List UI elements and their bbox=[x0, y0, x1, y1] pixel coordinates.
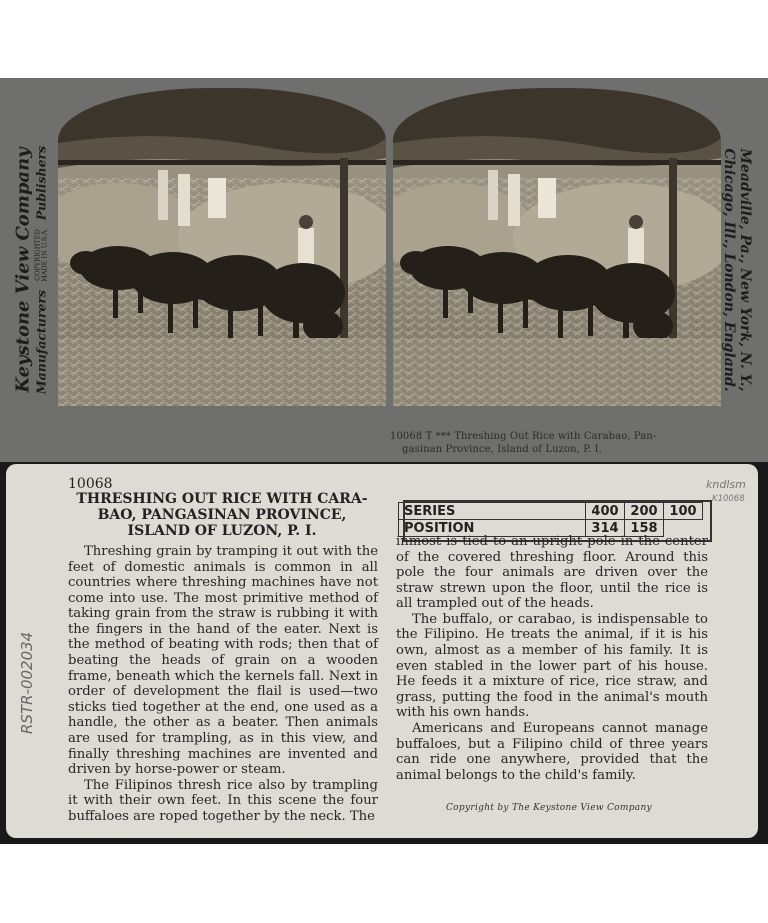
series-row bbox=[399, 503, 703, 520]
position-value: 314 bbox=[586, 520, 625, 537]
card-title-line1: THRESHING OUT RICE WITH CARA- bbox=[76, 491, 368, 507]
series-value: 200 bbox=[625, 503, 664, 520]
stereoview-back bbox=[0, 462, 768, 844]
front-caption-line1: 10068 T *** Threshing Out Rice with Carabao, Pan- bbox=[390, 431, 657, 442]
paragraph: inmost is tied to an upright pole in the center of the covered threshing floor. Around this pole the four animals are driven over the straw strewn upon the floor, until the rice is all trampled out of the heads. bbox=[396, 534, 708, 612]
office-cities-line1: Meadville, Pa., New York, N. Y., bbox=[737, 148, 754, 392]
publisher-imprint-left bbox=[0, 78, 62, 462]
paragraph: The Filipinos thresh rice also by trampling it with their own feet. In this scene the four buffaloes are roped together by the neck. The bbox=[68, 777, 378, 824]
threshing-scene-image bbox=[58, 88, 386, 406]
series-value: 400 bbox=[586, 503, 625, 520]
front-caption bbox=[390, 431, 730, 456]
description-column-left bbox=[68, 544, 378, 824]
handwritten-note: kndlsm bbox=[706, 478, 746, 491]
stereo-photo-left bbox=[58, 88, 386, 406]
copyrighted-label: COPYRIGHTED bbox=[33, 229, 42, 281]
position-value: 158 bbox=[625, 520, 664, 537]
publisher-imprint-right-text bbox=[721, 148, 753, 391]
card-title bbox=[68, 491, 376, 539]
company-name: Keystone View Company bbox=[12, 147, 34, 393]
publisher-imprint-left-text bbox=[13, 146, 48, 394]
series-label: SERIES bbox=[399, 503, 586, 520]
card-title-line3: ISLAND OF LUZON, P. I. bbox=[127, 523, 317, 540]
paragraph: Americans and Europeans cannot manage buffaloes, but a Filipino child of three years can ride one anywhere, provided that the animal belongs to the child's family. bbox=[396, 720, 708, 783]
office-cities-line2: Chicago, Ill., London, England. bbox=[721, 148, 737, 392]
publishers-label: Publishers bbox=[33, 145, 49, 221]
threshing-scene-image bbox=[393, 88, 721, 406]
position-label: POSITION bbox=[399, 520, 586, 537]
card-paper bbox=[6, 464, 758, 838]
handwritten-accession-number: RSTR-002034 bbox=[18, 631, 36, 734]
catalog-number: 10068 bbox=[68, 476, 113, 492]
paragraph: Threshing grain by tramping it out with the feet of domestic animals is common in all countries where threshing machines have not come into use. The most primitive method of taking grain from the straw is rubbing it with the fingers in the hand of the eater. Next is the method of beating with rods; then that of beating the heads of grain on a wooden frame, beneath which the kernels fall. Next in order of development the flail is used—two sticks tied together at the end, one used as a handle, the other as a beater. Then animals are used for trampling, as in this view, and finally threshing machines are invented and driven by horse-power or steam. bbox=[68, 544, 378, 778]
front-caption-line2: gasinan Province, Island of Luzon, P. I. bbox=[402, 443, 602, 455]
series-value: 100 bbox=[664, 503, 703, 520]
manufacturers-label: Manufacturers bbox=[33, 289, 49, 395]
handwritten-note-small: K10068 bbox=[712, 494, 745, 504]
copyright-notice: Copyright by The Keystone View Company bbox=[446, 803, 652, 813]
card-title-line2: BAO, PANGASINAN PROVINCE, bbox=[97, 507, 347, 524]
made-in-label: MADE IN U.S.A. bbox=[40, 228, 49, 282]
series-position-table bbox=[398, 502, 703, 537]
stereoview-front bbox=[0, 78, 768, 462]
paragraph: The buffalo, or carabao, is indispensable to the Filipino. He treats the animal, if it is his own, almost as a member of his family. It is even stabled in the lower part of his house. He feeds it a mixture of rice, rice straw, and grass, putting the food in the animal's mouth with his own hands. bbox=[396, 611, 708, 721]
description-column-right bbox=[396, 534, 708, 783]
stereo-photo-right bbox=[393, 88, 721, 406]
